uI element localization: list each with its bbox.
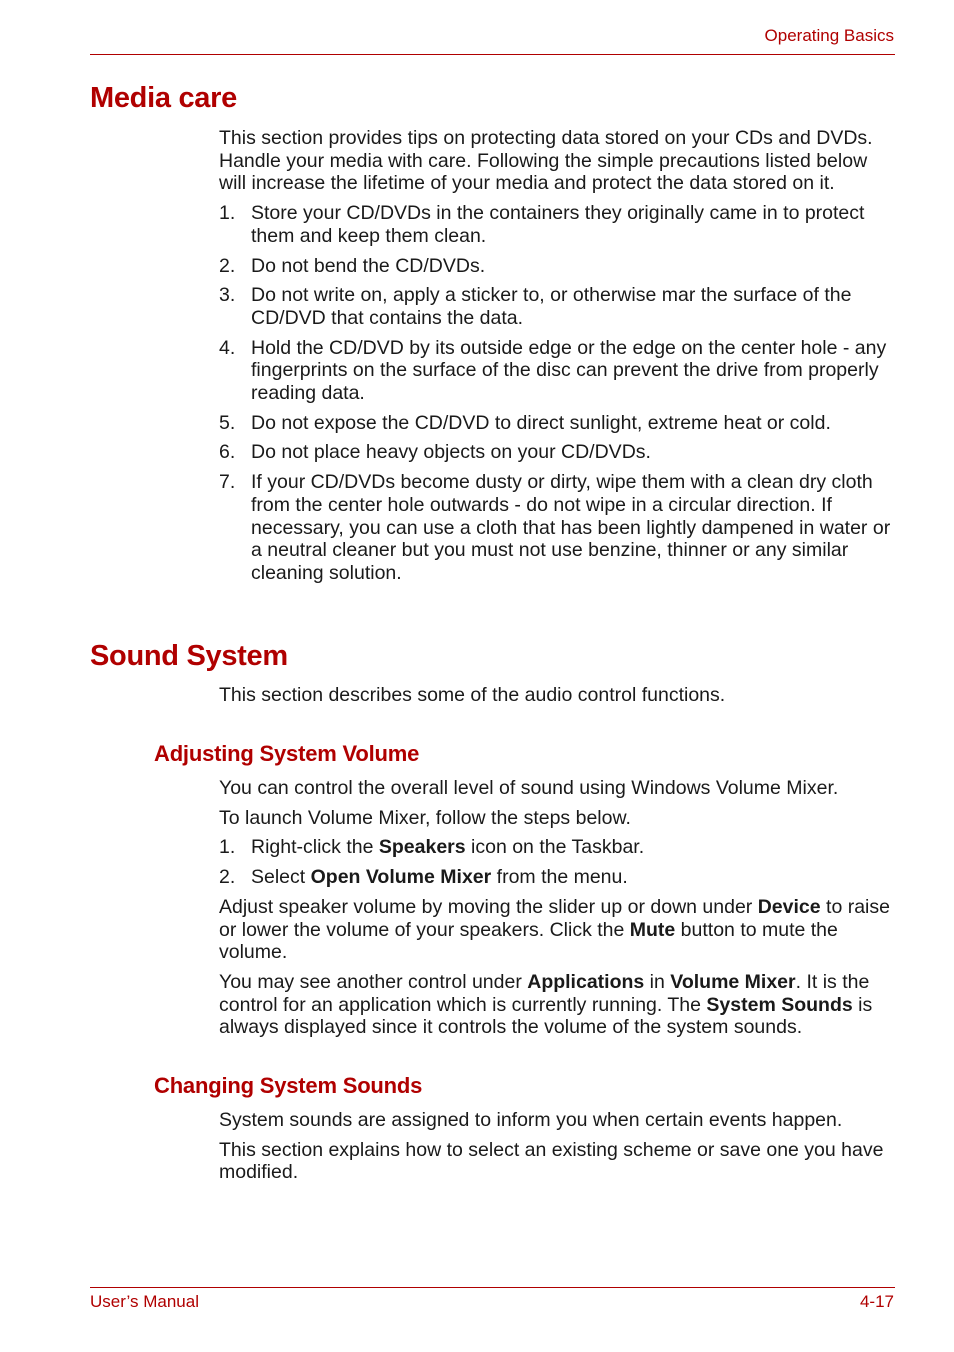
changing-sounds-body	[219, 1109, 895, 1191]
adjusting-volume-p2: To launch Volume Mixer, follow the steps below.	[219, 806, 631, 829]
sound-system-intro: This section describes some of the audio control functions.	[219, 684, 726, 706]
adjusting-volume-body	[219, 777, 895, 1046]
list-item: 5. Do not expose the CD/DVD to direct sunlight, extreme heat or cold.	[219, 411, 831, 434]
heading-adjusting-system-volume: Adjusting System Volume	[154, 741, 420, 766]
adjusting-volume-p3: Adjust speaker volume by moving the slider up or down under Device to raise or lower the volume of your speakers. Click the Mute button to mute the volume.	[219, 895, 890, 964]
changing-sounds-p2: This section explains how to select an existing scheme or save one you have modified.	[219, 1138, 884, 1184]
media-care-body	[219, 127, 895, 592]
page-number: 4-17	[859, 1292, 894, 1311]
list-item: 1. Right-click the Speakers icon on the Taskbar.	[219, 836, 645, 859]
media-care-list	[219, 202, 895, 585]
footer-manual-title: User’s Manual	[90, 1292, 199, 1311]
running-header: Operating Basics	[764, 26, 894, 45]
heading-sound-system: Sound System	[90, 640, 288, 672]
changing-sounds-p1: System sounds are assigned to inform you when certain events happen.	[219, 1109, 843, 1131]
list-item: 3. Do not write on, apply a sticker to, or otherwise mar the surface of the CD/DVD that contains the data.	[219, 284, 852, 329]
volume-steps-list	[219, 836, 895, 888]
adjusting-volume-p4: You may see another control under Applications in Volume Mixer. It is the control for an application which is currently running. The System Sounds is always displayed since it controls the volume of the system sounds.	[219, 970, 873, 1039]
list-item: 4. Hold the CD/DVD by its outside edge or the edge on the center hole - any fingerprints on the surface of the disc can prevent the drive from properly reading data.	[219, 336, 887, 405]
header-rule	[90, 54, 895, 55]
heading-media-care: Media care	[90, 82, 237, 114]
list-item: 2. Do not bend the CD/DVDs.	[219, 254, 486, 277]
heading-changing-system-sounds: Changing System Sounds	[154, 1073, 423, 1098]
list-item: 2. Select Open Volume Mixer from the menu.	[219, 866, 628, 889]
sound-system-body	[219, 684, 895, 714]
media-care-intro: This section provides tips on protecting data stored on your CDs and DVDs. Handle your media with care. Following the simple precautions listed below will increase the lifetime of your media and protect the data stored on it.	[219, 127, 873, 195]
adjusting-volume-p1: You can control the overall level of sound using Windows Volume Mixer.	[219, 777, 839, 799]
list-item: 7. If your CD/DVDs become dusty or dirty, wipe them with a clean dry cloth from the center hole outwards - do not wipe in a circular direction. If necessary, you can use a cloth that has been lightly dampened in water or a neutral cleaner but you must not use benzine, thinner or any similar cleaning solution.	[219, 471, 891, 584]
footer-rule	[90, 1287, 895, 1288]
list-item: 1. Store your CD/DVDs in the containers they originally came in to protect them and keep them clean.	[219, 202, 865, 247]
list-item: 6. Do not place heavy objects on your CD/DVDs.	[219, 441, 651, 464]
